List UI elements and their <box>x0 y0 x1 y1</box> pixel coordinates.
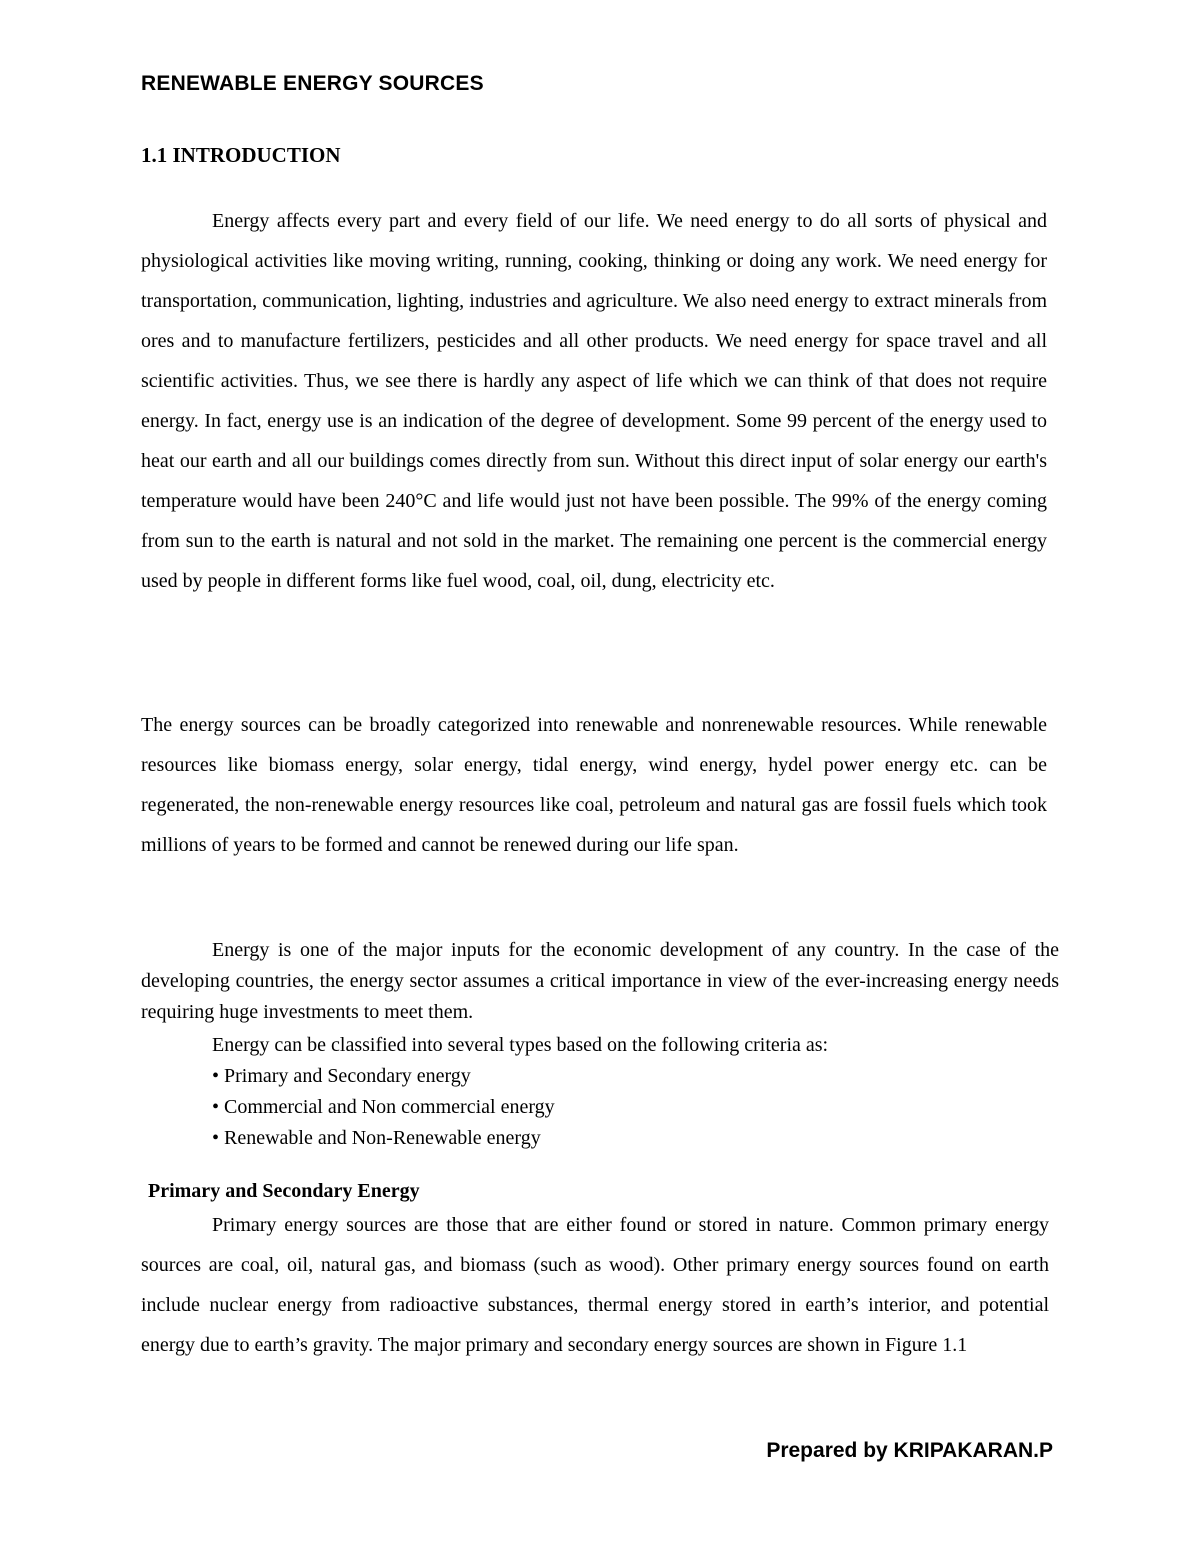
criteria-intro: Energy can be classified into several types based on the following criteria as: <box>212 1034 829 1056</box>
criteria-item-commercial: • Commercial and Non commercial energy <box>212 1096 555 1118</box>
section-heading-introduction: 1.1 INTRODUCTION <box>141 143 341 167</box>
paragraph-economic-development: Energy is one of the major inputs for the economic development of any country. In the case of the developing countries, the energy sector assumes a critical importance in view of the ever-increasing energy needs requiring huge investments to meet them. <box>141 939 1059 1023</box>
criteria-item-primary-secondary: • Primary and Secondary energy <box>212 1065 471 1087</box>
paragraph-energy-categories: The energy sources can be broadly categorized into renewable and nonrenewable resources. While renewable resources like biomass energy, solar energy, tidal energy, wind energy, hydel power energy etc. can be regenerated, the non-renewable energy resources like coal, petroleum and natural gas are fossil fuels which took millions of years to be formed and cannot be renewed during our life span. <box>141 714 1047 856</box>
document-title: RENEWABLE ENERGY SOURCES <box>141 72 484 95</box>
criteria-item-renewable: • Renewable and Non-Renewable energy <box>212 1127 541 1149</box>
subsection-heading-primary-secondary: Primary and Secondary Energy <box>148 1180 420 1202</box>
paragraph-primary-energy: Primary energy sources are those that are either found or stored in nature. Common primary energy sources are coal, oil, natural gas, and biomass (such as wood). Other primary energy sources found on earth include nuclear energy from radioactive substances, thermal energy stored in earth’s interior, and potential energy due to earth’s gravity. The major primary and secondary energy sources are shown in Figure 1.1 <box>141 1214 1049 1356</box>
criteria-list <box>212 1030 828 1154</box>
footer-author: Prepared by KRIPAKARAN.P <box>766 1439 1053 1462</box>
paragraph-energy-affects-life: Energy affects every part and every field of our life. We need energy to do all sorts of physical and physiological activities like moving writing, running, cooking, thinking or doing any work. We need energy for transportation, communication, lighting, industries and agriculture. We also need energy to extract minerals from ores and to manufacture fertilizers, pesticides and all other products. We need energy for space travel and all scientific activities. Thus, we see there is hardly any aspect of life which we can think of that does not require energy. In fact, energy use is an indication of the degree of development. Some 99 percent of the energy used to heat our earth and all our buildings comes directly from sun. Without this direct input of solar energy our earth's temperature would have been 240°C and life would just not have been possible. The 99% of the energy coming from sun to the earth is natural and not sold in the market. The remaining one percent is the commercial energy used by people in different forms like fuel wood, coal, oil, dung, electricity etc. <box>141 210 1047 592</box>
